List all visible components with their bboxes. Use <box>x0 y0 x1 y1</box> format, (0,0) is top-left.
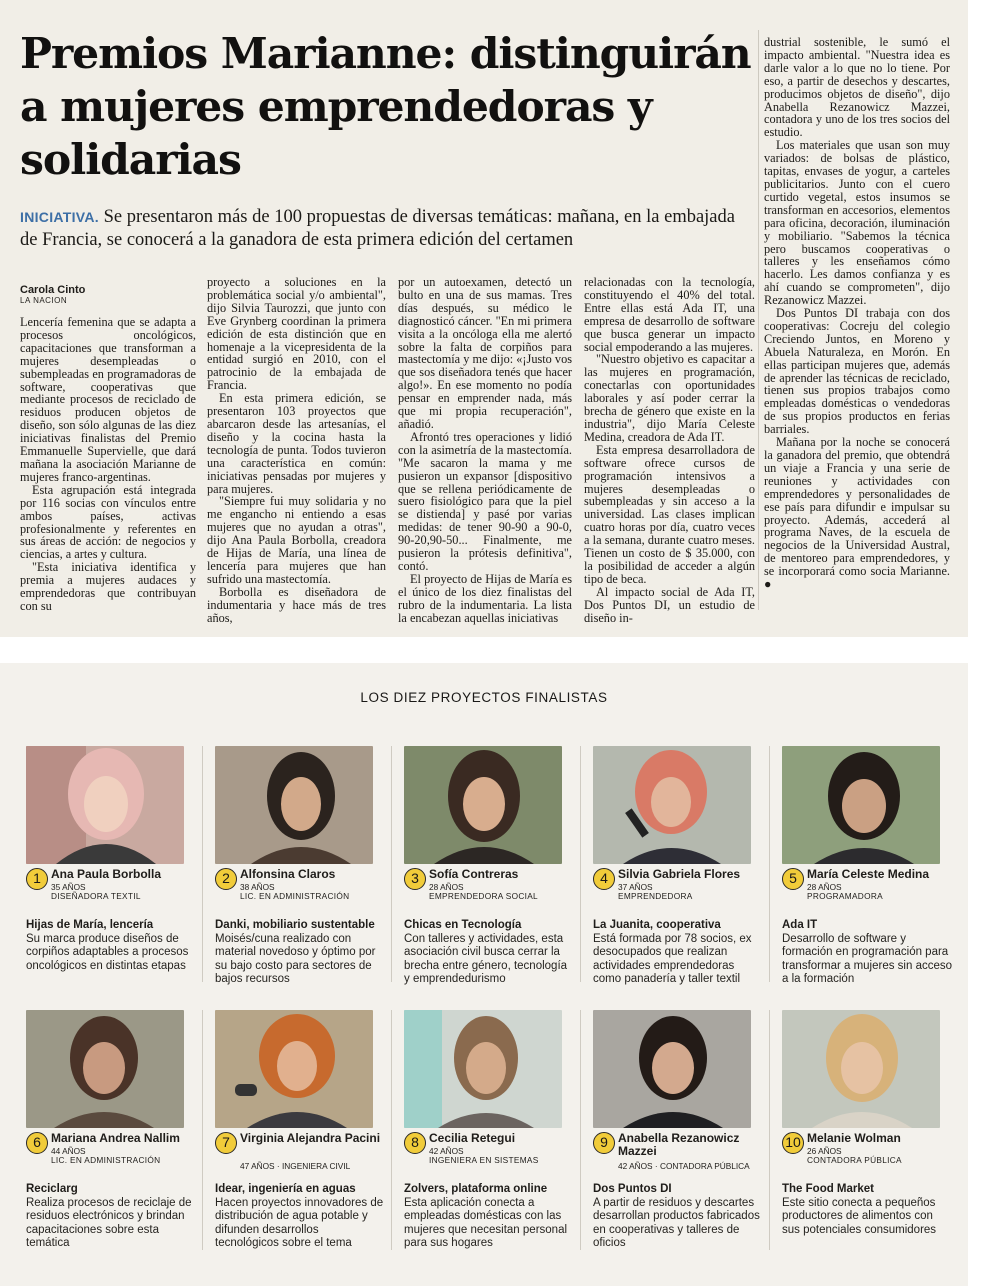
rank-badge: 10 <box>782 1132 804 1154</box>
portrait-image <box>26 746 184 864</box>
finalist-age: 42 AÑOS · CONTADORA PÚBLICA <box>618 1161 750 1171</box>
project-description: Con talleres y actividades, esta asociación civil busca cerrar la brecha entre género, tecnología y emprendedurismo <box>404 933 568 986</box>
portrait-image <box>215 746 373 864</box>
finalist-name: Melanie Wolman <box>807 1131 901 1145</box>
kicker: INICIATIVA. <box>20 209 100 225</box>
card-divider <box>391 746 392 982</box>
finalist-card <box>404 1010 574 1251</box>
finalist-card <box>782 746 952 987</box>
author-name: Carola Cinto <box>20 284 86 296</box>
portrait-photo <box>593 746 751 864</box>
deck-text: Se presentaron más de 100 propuestas de diversas temáticas: mañana, en la embajada de Francia, se conocerá a la ganadora de esta primera edición del certamen <box>20 207 735 250</box>
article-column-3 <box>398 276 572 624</box>
card-divider <box>769 746 770 982</box>
paragraph: Esta agrupación está integrada por 116 socias con vínculos entre ambos países, activas profesionalmente y referentes en sus áreas de acción: de negocios y ciencias, a artes y cultura. <box>20 482 196 562</box>
finalist-role: EMPRENDEDORA SOCIAL <box>429 891 538 901</box>
card-divider <box>580 1010 581 1250</box>
finalists-title: LOS DIEZ PROYECTOS FINALISTAS <box>360 690 608 705</box>
finalist-role: LIC. EN ADMINISTRACIÓN <box>240 891 350 901</box>
portrait-image <box>26 1010 184 1128</box>
rank-badge: 2 <box>215 868 237 890</box>
headline: Premios Marianne: distinguirán a mujeres emprendedoras y solidarias <box>20 29 751 185</box>
finalist-name: Ana Paula Borbolla <box>51 867 162 881</box>
paragraph: Al impacto social de Ada IT, Dos Puntos DI, un estudio de diseño in- <box>584 584 755 625</box>
portrait-image <box>593 746 751 864</box>
paragraph: El proyecto de Hijas de María es el único de los diez finalistas del rubro de la indumentaria. La lista la encabezan aquellas iniciativas <box>398 571 572 625</box>
paragraph: "Nuestro objetivo es capacitar a las mujeres en programación, conectarlas con oportunidades laborales y así poder cerrar la brecha de género que existe en la industria", dijo María Celeste Medina, creadora de Ada IT. <box>584 352 755 444</box>
article-column-2 <box>207 276 386 624</box>
rank-badge: 6 <box>26 1132 48 1154</box>
card-divider <box>769 1010 770 1250</box>
finalist-age: 26 AÑOS <box>807 1146 842 1156</box>
finalist-name: Anabella Rezanowicz Mazzei <box>618 1131 740 1158</box>
finalist-name: María Celeste Medina <box>807 867 930 881</box>
project-name: Reciclarg <box>26 1183 78 1195</box>
article-page <box>0 0 968 637</box>
finalist-name: Virginia Alejandra Pacini <box>240 1131 381 1145</box>
column-rule <box>758 30 759 610</box>
portrait-photo <box>215 1010 373 1128</box>
finalist-card <box>26 746 196 973</box>
article-column-4 <box>584 276 755 624</box>
project-description: A partir de residuos y descartes desarrollan productos fabricados en cooperativas y talleres de oficios <box>593 1197 760 1250</box>
portrait-image <box>404 746 562 864</box>
portrait-photo <box>782 1010 940 1128</box>
deck <box>20 206 740 252</box>
portrait-image <box>215 1010 373 1128</box>
rank-badge: 8 <box>404 1132 426 1154</box>
finalist-card <box>404 746 574 987</box>
rank-badge: 1 <box>26 868 48 890</box>
paragraph: Los materiales que usan son muy variados: de bolsas de plástico, tapitas, envases de yogur, a carteles publicitarios. Junto con el cuero curtido vegetal, estos insumos se transforman en accesorios, elementos para oficina, decoración, iluminación y mobiliario. "Sabemos la técnica pero buscamos cooperativas o talleres y les enseñamos cómo hacerlo. Les damos confianza y es ahí cuando se comprometen", dijo Rezanowicz Mazzei. <box>764 138 950 308</box>
project-name: Idear, ingeniería en aguas <box>215 1183 356 1195</box>
portrait-image <box>404 1010 562 1128</box>
project-description: Moisés/cuna realizado con material novedoso y óptimo por su bajo costo para sectores de bajos recursos <box>215 933 376 986</box>
paragraph: Lencería femenina que se adapta a procesos oncológicos, capacitaciones que transforman a mujeres desempleadas o subempleadas en programadoras de software, cooperativas que mediante procesos de reciclado de residuos producen objetos de diseño, son sólo algunas de las diez iniciativas finalistas del Premio Emmanuelle Supervielle, que dará mañana la asociación Marianne de mujeres franco-argentinas. <box>20 315 196 484</box>
project-description: Su marca produce diseños de corpiños adaptables a procesos oncológicos en distintas etapas <box>26 933 189 972</box>
rank-badge: 3 <box>404 868 426 890</box>
project-description: Desarrollo de software y formación en programación para transformar a mujeres sin acceso a la formación <box>782 933 953 986</box>
project-name: Chicas en Tecnología <box>404 919 522 931</box>
rank-badge: 4 <box>593 868 615 890</box>
finalist-role: PROGRAMADORA <box>807 891 883 901</box>
finalist-age: 28 AÑOS <box>429 882 464 892</box>
finalist-name: Sofía Contreras <box>429 867 519 881</box>
article-column-1 <box>20 316 196 613</box>
finalist-role: LIC. EN ADMINISTRACIÓN <box>51 1155 161 1165</box>
finalist-card <box>593 1010 763 1251</box>
portrait-image <box>593 1010 751 1128</box>
rank-badge: 9 <box>593 1132 615 1154</box>
card-divider <box>202 746 203 982</box>
portrait-photo <box>26 746 184 864</box>
rank-badge: 7 <box>215 1132 237 1154</box>
paragraph: "Esta iniciativa identifica y premia a mujeres audaces y emprendedoras que contribuyan con su <box>20 560 196 613</box>
finalist-role: DISEÑADORA TEXTIL <box>51 891 141 901</box>
paragraph: Esta empresa desarrolladora de software ofrece cursos de programación intensivos a mujeres desempleadas o subempleadas y sin acceso a la universidad. Las clases implican cuatro horas por día, cuatro veces a la semana, durante cuatro meses. Tienen un costo de $ 35.000, con la posibilidad de acceder a algún tipo de beca. <box>584 442 755 586</box>
finalist-card <box>593 746 763 987</box>
finalist-role: CONTADORA PÚBLICA <box>807 1155 902 1165</box>
project-name: Ada IT <box>782 919 818 931</box>
project-name: Danki, mobiliario sustentable <box>215 919 375 931</box>
portrait-photo <box>215 746 373 864</box>
finalist-age: 47 AÑOS · INGENIERA CIVIL <box>240 1161 351 1171</box>
project-name: Dos Puntos DI <box>593 1183 672 1195</box>
byline <box>20 284 200 305</box>
portrait-image <box>782 1010 940 1128</box>
project-name: Hijas de María, lencería <box>26 919 154 931</box>
paragraph: Dos Puntos DI trabaja con dos cooperativas: Cocreju del colegio Creciendo Juntos, en Moreno y Abuela Naturaleza, en Morón. En ellas participan mujeres que, además de aprender las técnicas de reciclado, tienen sus propios trabajos como empleadas domésticas o vendedoras de sus propios productos en ferias barriales. <box>764 306 950 437</box>
project-description: Está formada por 78 socios, ex desocupados que realizan actividades emprendedoras como panadería y taller textil <box>593 933 752 986</box>
finalist-name: Alfonsina Claros <box>240 867 336 881</box>
finalist-age: 28 AÑOS <box>807 882 842 892</box>
portrait-photo <box>593 1010 751 1128</box>
paragraph: dustrial sostenible, le sumó el impacto ambiental. "Nuestra idea es darle valor a lo que no lo tiene. Por eso, a partir de desechos y descartes, producimos objetos de diseño", dijo Anabella Rezanowicz Mazzei, contadora y uno de los tres socios del estudio. <box>764 35 950 140</box>
project-name: La Juanita, cooperativa <box>593 919 721 931</box>
card-divider <box>580 746 581 982</box>
article-column-5 <box>764 36 950 591</box>
finalist-name: Cecilia Retegui <box>429 1131 516 1145</box>
paragraph: Afrontó tres operaciones y lidió con la asimetría de la mastectomía. "Me sacaron la mama y me pusieron un expansor [dispositivo que se rellena periódicamente de suero fisiológico para que la piel se distienda] y pasé por varias medidas: de tener 90-90 a 90-0, 90-20,90-50... Finalmente, me pusieron la prótesis definitiva", contó. <box>398 429 572 573</box>
finalist-card <box>215 1010 385 1251</box>
portrait-photo <box>404 1010 562 1128</box>
portrait-photo <box>404 746 562 864</box>
finalist-role: INGENIERA EN SISTEMAS <box>429 1155 539 1165</box>
finalist-card <box>782 1010 952 1237</box>
paragraph: Mañana por la noche se conocerá la ganadora del premio, que obtendrá un viaje a Francia y una serie de reuniones y actividades con emprendedores y personalidades de ese país para difundir e impulsar su proyecto. Además, accederá al programa Naves, de la escuela de negocios de la Universidad Austral, de mentoreo para emprendedores, y se incorporará como socia Marianne. ● <box>764 435 950 592</box>
project-name: The Food Market <box>782 1183 875 1195</box>
project-description: Hacen proyectos innovadores de distribución de agua potable y difunden desarrollos tecnológicos sobre el tema <box>215 1197 384 1250</box>
paragraph: por un autoexamen, detectó un bulto en una de sus mamas. Tres días después, su médico le diagnosticó cáncer. "En mi primera visita a la oncóloga ella me alertó sobre la falta de corpiños para mastectomía y me dijo: «¡Justo vos que sos diseñadora tenés que hacer algo!». En ese momento no podía pensar en emprender nada, más que mi propia recuperación", añadió. <box>398 275 572 431</box>
card-divider <box>202 1010 203 1250</box>
rank-badge: 5 <box>782 868 804 890</box>
finalist-age: 44 AÑOS <box>51 1146 86 1156</box>
paragraph: Borbolla es diseñadora de indumentaria y hace más de tres años, <box>207 584 386 625</box>
finalist-age: 35 AÑOS <box>51 882 86 892</box>
paragraph: En esta primera edición, se presentaron 103 proyectos que abarcaron desde las artesanías, el diseño y la cocina hasta la tecnología de punta. Todos tuvieron una característica en común: iniciativas pensadas por mujeres y para mujeres. <box>207 391 386 496</box>
finalist-name: Mariana Andrea Nallim <box>51 1131 180 1145</box>
portrait-image <box>782 746 940 864</box>
project-description: Realiza procesos de reciclaje de residuos electrónicos y brindan capacitaciones sobre esta temática <box>26 1197 192 1250</box>
finalist-age: 38 AÑOS <box>240 882 275 892</box>
project-name: Zolvers, plataforma online <box>404 1183 548 1195</box>
portrait-photo <box>26 1010 184 1128</box>
finalist-age: 37 AÑOS <box>618 882 653 892</box>
project-description: Esta aplicación conecta a empleadas domésticas con las mujeres que necesitan personal para sus hogares <box>404 1197 568 1250</box>
card-divider <box>391 1010 392 1250</box>
finalist-age: 42 AÑOS <box>429 1146 464 1156</box>
project-description: Este sitio conecta a pequeños productores de alimentos con sus potenciales consumidores <box>782 1197 937 1236</box>
paragraph: "Siempre fui muy solidaria y no me engancho ni entiendo a esas mujeres que no ayudan a otras", dijo Ana Paula Borbolla, creadora de Hijas de María, una línea de lencería para mujeres que han sufrido una mastectomía. <box>207 494 386 586</box>
finalist-card <box>215 746 385 987</box>
portrait-photo <box>782 746 940 864</box>
finalist-name: Silvia Gabriela Flores <box>618 867 741 881</box>
paragraph: relacionadas con la tecnología, constituyendo el 40% del total. Entre ellas está Ada IT, una empresa de desarrollo de software que busca generar un impacto social empoderando a las mujeres. <box>584 275 755 354</box>
paragraph: proyecto a soluciones en la problemática social y/o ambiental", dijo Silvia Taurozzi, que junto con Eve Grynberg coordinan la primera edición de esta distinción que en homenaje a la vicepresidenta de la entidad surgió en 2010, con el patrocinio de la embajada de Francia. <box>207 275 386 393</box>
outlet-name: LA NACION <box>20 296 68 305</box>
finalist-role: EMPRENDEDORA <box>618 891 693 901</box>
finalist-card <box>26 1010 196 1251</box>
